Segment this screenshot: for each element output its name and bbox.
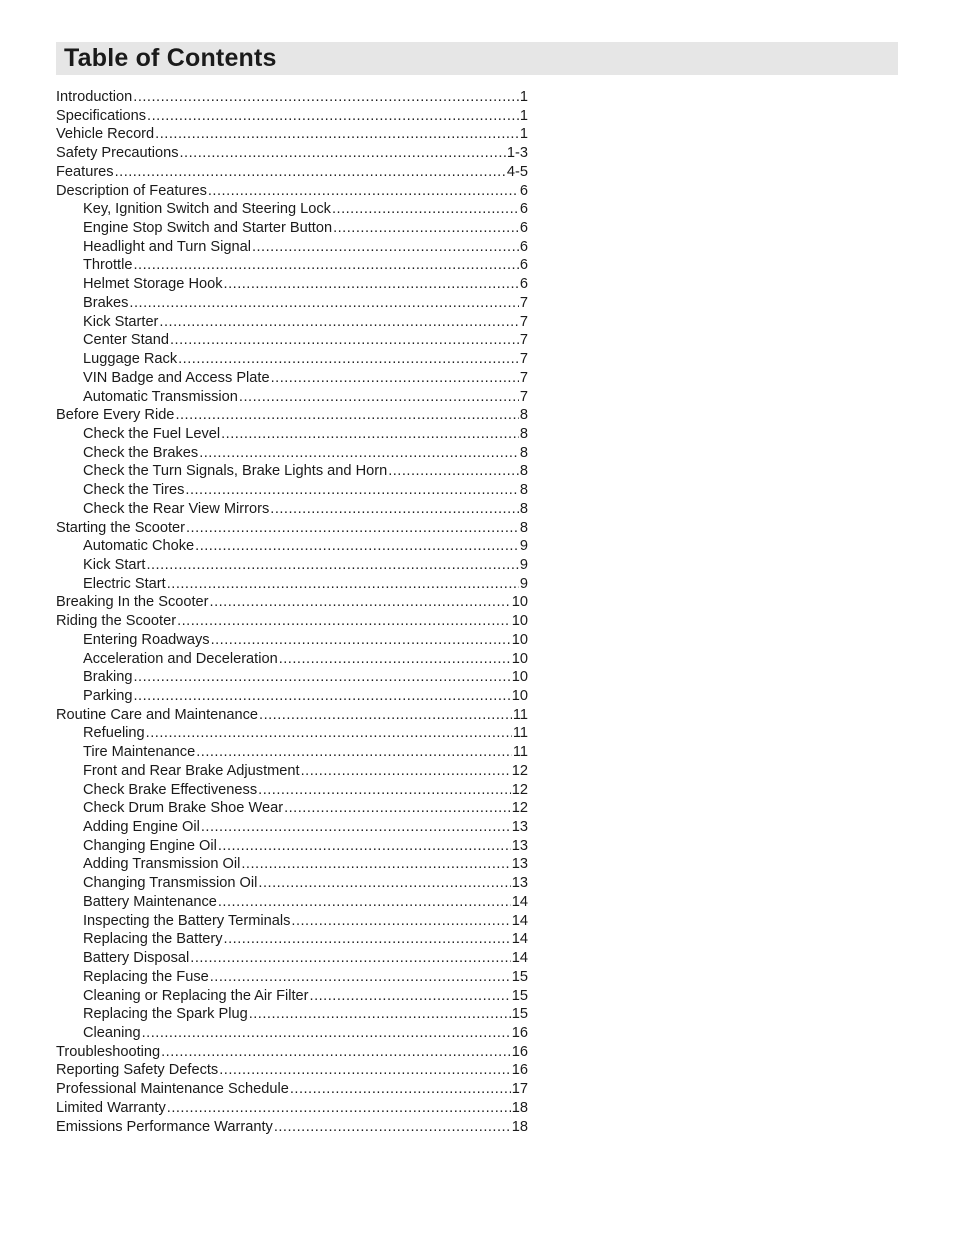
toc-subsection-entry[interactable]	[56, 500, 528, 519]
dot-leader	[290, 1080, 511, 1099]
dot-leader	[129, 294, 518, 313]
toc-subsection-entry[interactable]	[56, 930, 528, 949]
toc-entry-label: Breaking In the Scooter	[56, 594, 209, 611]
dot-leader	[177, 612, 511, 631]
toc-entry-label: Introduction	[56, 89, 133, 105]
toc-entry-page-number: 8	[519, 407, 528, 424]
dot-leader	[252, 238, 519, 257]
toc-section-entry[interactable]	[56, 593, 528, 612]
dot-leader	[241, 855, 510, 874]
toc-subsection-entry[interactable]	[56, 444, 528, 463]
toc-entry-page-number: 16	[511, 1062, 528, 1079]
toc-entry-page-number: 14	[511, 893, 528, 910]
toc-subsection-entry[interactable]	[56, 631, 528, 650]
toc-entry-label: Kick Start	[83, 556, 146, 573]
toc-subsection-entry[interactable]	[56, 575, 528, 594]
dot-leader	[190, 949, 511, 968]
toc-entry-page-number: 12	[511, 781, 528, 798]
toc-entry-page-number: 8	[519, 519, 528, 536]
toc-entry-label: Cleaning or Replacing the Air Filter	[83, 987, 309, 1004]
dot-leader	[270, 500, 519, 519]
dot-leader	[310, 987, 511, 1006]
toc-section-entry[interactable]	[56, 612, 528, 631]
toc-entry-page-number: 1-3	[506, 145, 528, 162]
toc-entry-page-number: 6	[519, 257, 528, 274]
toc-entry-page-number: 9	[519, 575, 528, 592]
toc-subsection-entry[interactable]	[56, 949, 528, 968]
dot-leader	[224, 275, 519, 294]
dot-leader	[239, 388, 519, 407]
toc-entry-label: Throttle	[83, 257, 133, 274]
toc-section-entry[interactable]	[56, 88, 528, 107]
toc-entry-page-number: 8	[519, 500, 528, 517]
toc-subsection-entry[interactable]	[56, 968, 528, 987]
toc-entry-label: Starting the Scooter	[56, 519, 185, 536]
toc-entry-label: Changing Transmission Oil	[83, 875, 258, 892]
toc-section-entry[interactable]	[56, 1118, 528, 1137]
toc-entry-label: Troubleshooting	[56, 1043, 161, 1060]
toc-entry-page-number: 7	[519, 351, 528, 368]
dot-leader	[196, 743, 512, 762]
toc-section-entry[interactable]	[56, 519, 528, 538]
dot-leader	[258, 781, 511, 800]
toc-entry-label: Safety Precautions	[56, 145, 179, 162]
toc-subsection-entry[interactable]	[56, 369, 528, 388]
toc-section-entry[interactable]	[56, 144, 528, 163]
toc-entry-label: Automatic Transmission	[83, 388, 238, 405]
toc-entry-label: Emissions Performance Warranty	[56, 1118, 273, 1135]
dot-leader	[142, 1024, 511, 1043]
toc-subsection-entry[interactable]	[56, 313, 528, 332]
toc-entry-label: Luggage Rack	[83, 351, 178, 368]
dot-leader	[333, 219, 519, 238]
toc-entry-label: Headlight and Turn Signal	[83, 238, 251, 255]
toc-entry-label: Adding Engine Oil	[83, 819, 200, 836]
dot-leader	[185, 481, 518, 500]
toc-entry-label: Specifications	[56, 107, 147, 124]
dot-leader	[133, 668, 510, 687]
toc-entry-page-number: 13	[511, 837, 528, 854]
toc-entry-page-number: 1	[519, 89, 528, 105]
toc-subsection-entry[interactable]	[56, 256, 528, 275]
toc-entry-label: Automatic Choke	[83, 538, 195, 555]
dot-leader	[180, 144, 506, 163]
toc-entry-page-number: 18	[511, 1099, 528, 1116]
dot-leader	[167, 575, 519, 594]
toc-entry-label: Before Every Ride	[56, 407, 175, 424]
toc-subsection-entry[interactable]	[56, 855, 528, 874]
toc-entry-page-number: 15	[511, 1006, 528, 1023]
toc-entry-label: Vehicle Record	[56, 126, 155, 143]
toc-entry-label: Acceleration and Deceleration	[83, 650, 278, 667]
dot-leader	[146, 556, 518, 575]
toc-entry-page-number: 10	[511, 688, 528, 704]
dot-leader	[301, 762, 511, 781]
dot-leader	[186, 519, 519, 538]
toc-subsection-entry[interactable]	[56, 893, 528, 912]
dot-leader	[155, 125, 519, 144]
toc-entry-page-number: 1	[519, 107, 528, 124]
toc-subsection-entry[interactable]	[56, 724, 528, 743]
dot-leader	[249, 1005, 511, 1024]
toc-subsection-entry[interactable]	[56, 219, 528, 238]
toc-subsection-entry[interactable]	[56, 799, 528, 818]
dot-leader	[218, 893, 511, 912]
toc-entry-label: Helmet Storage Hook	[83, 276, 223, 293]
toc-section-entry[interactable]	[56, 163, 528, 182]
dot-leader	[271, 369, 519, 388]
toc-entry-label: Replacing the Fuse	[83, 968, 209, 985]
toc-subsection-entry[interactable]	[56, 1005, 528, 1024]
toc-subsection-entry[interactable]	[56, 350, 528, 369]
dot-leader	[147, 107, 519, 126]
dot-leader	[284, 799, 511, 818]
toc-entry-page-number: 15	[511, 987, 528, 1004]
toc-subsection-entry[interactable]	[56, 556, 528, 575]
toc-subsection-entry[interactable]	[56, 1024, 528, 1043]
toc-entry-page-number: 8	[519, 425, 528, 442]
toc-entry-page-number: 9	[519, 556, 528, 573]
dot-leader	[279, 650, 511, 669]
dot-leader	[388, 462, 519, 481]
toc-subsection-entry[interactable]	[56, 818, 528, 837]
toc-entry-page-number: 6	[519, 182, 528, 199]
toc-entry-page-number: 14	[511, 912, 528, 929]
toc-entry-label: Reporting Safety Defects	[56, 1062, 219, 1079]
dot-leader	[175, 406, 518, 425]
toc-entry-page-number: 10	[511, 613, 528, 630]
toc-subsection-entry[interactable]	[56, 912, 528, 931]
toc-entry-label: Tire Maintenance	[83, 744, 196, 761]
dot-leader	[133, 256, 518, 275]
toc-entry-label: Professional Maintenance Schedule	[56, 1081, 289, 1098]
toc-subsection-entry[interactable]	[56, 762, 528, 781]
toc-entry-label: Check the Turn Signals, Brake Lights and Horn	[83, 463, 388, 480]
toc-entry-page-number: 9	[519, 538, 528, 555]
toc-entry-page-number: 7	[519, 369, 528, 386]
toc-entry-label: Description of Features	[56, 182, 207, 199]
dot-leader	[208, 182, 519, 201]
dot-leader	[258, 874, 510, 893]
dot-leader	[199, 444, 519, 463]
page-title: Table of Contents	[64, 44, 277, 72]
toc-subsection-entry[interactable]	[56, 837, 528, 856]
dot-leader	[201, 818, 511, 837]
toc-entry-label: Key, Ignition Switch and Steering Lock	[83, 201, 331, 218]
dot-leader	[133, 687, 510, 706]
toc-entry-page-number: 4-5	[506, 163, 528, 180]
toc-entry-page-number: 15	[511, 968, 528, 985]
toc-entry-label: Check the Rear View Mirrors	[83, 500, 270, 517]
toc-entry-label: Brakes	[83, 294, 129, 311]
toc-section-entry[interactable]	[56, 182, 528, 201]
title-banner	[56, 42, 898, 75]
toc-entry-label: Replacing the Spark Plug	[83, 1006, 248, 1023]
toc-subsection-entry[interactable]	[56, 294, 528, 313]
toc-entry-page-number: 13	[511, 875, 528, 892]
toc-entry-page-number: 7	[519, 294, 528, 311]
toc-subsection-entry[interactable]	[56, 462, 528, 481]
toc-entry-page-number: 11	[512, 725, 528, 742]
toc-entry-page-number: 10	[511, 669, 528, 686]
toc-subsection-entry[interactable]	[56, 200, 528, 219]
toc-entry-label: Changing Engine Oil	[83, 837, 217, 854]
toc-entry-label: Cleaning	[83, 1024, 141, 1041]
toc-subsection-entry[interactable]	[56, 687, 528, 706]
dot-leader	[159, 313, 518, 332]
toc-subsection-entry[interactable]	[56, 388, 528, 407]
toc-section-entry[interactable]	[56, 107, 528, 126]
dot-leader	[210, 968, 511, 987]
toc-entry-page-number: 14	[511, 950, 528, 967]
toc-entry-page-number: 1	[519, 126, 528, 143]
toc-entry-page-number: 11	[512, 744, 528, 761]
toc-section-entry[interactable]	[56, 1099, 528, 1118]
toc-entry-label: Check Drum Brake Shoe Wear	[83, 800, 284, 817]
toc-entry-label: Battery Disposal	[83, 950, 190, 967]
toc-entry-page-number: 16	[511, 1024, 528, 1041]
dot-leader	[178, 350, 519, 369]
toc-entry-label: Entering Roadways	[83, 631, 210, 648]
toc-entry-page-number: 13	[511, 856, 528, 873]
toc-entry-page-number: 10	[511, 650, 528, 667]
toc-entry-label: Riding the Scooter	[56, 613, 177, 630]
dot-leader	[218, 837, 511, 856]
toc-entry-label: Adding Transmission Oil	[83, 856, 241, 873]
toc-entry-label: VIN Badge and Access Plate	[83, 369, 270, 386]
dot-leader	[167, 1099, 511, 1118]
toc-entry-page-number: 6	[519, 238, 528, 255]
dot-leader	[146, 724, 512, 743]
toc-section-entry[interactable]	[56, 125, 528, 144]
toc-entry-page-number: 6	[519, 276, 528, 293]
toc-entry-label: Battery Maintenance	[83, 893, 217, 910]
toc-subsection-entry[interactable]	[56, 425, 528, 444]
toc-entry-page-number: 10	[511, 631, 528, 648]
toc-subsection-entry[interactable]	[56, 668, 528, 687]
toc-entry-label: Braking	[83, 669, 133, 686]
toc-entry-label: Front and Rear Brake Adjustment	[83, 762, 300, 779]
toc-entry-page-number: 8	[519, 444, 528, 461]
toc-entry-page-number: 8	[519, 482, 528, 499]
dot-leader	[219, 1061, 511, 1080]
toc-entry-page-number: 17	[511, 1081, 528, 1098]
toc-entry-page-number: 10	[511, 594, 528, 611]
dot-leader	[291, 912, 510, 931]
toc-entry-page-number: 14	[511, 931, 528, 948]
toc-entry-label: Features	[56, 163, 114, 180]
dot-leader	[211, 631, 511, 650]
toc-entry-label: Center Stand	[83, 332, 169, 349]
toc-subsection-entry[interactable]	[56, 987, 528, 1006]
toc-entry-label: Refueling	[83, 725, 145, 742]
toc-entry-page-number: 12	[511, 762, 528, 779]
toc-entry-label: Routine Care and Maintenance	[56, 706, 259, 723]
toc-subsection-entry[interactable]	[56, 650, 528, 669]
toc-entry-page-number: 7	[519, 332, 528, 349]
dot-leader	[259, 706, 512, 725]
toc-subsection-entry[interactable]	[56, 537, 528, 556]
toc-section-entry[interactable]	[56, 706, 528, 725]
toc-subsection-entry[interactable]	[56, 781, 528, 800]
toc-entry-page-number: 18	[511, 1118, 528, 1135]
dot-leader	[221, 425, 519, 444]
toc-entry-page-number: 7	[519, 388, 528, 405]
toc-entry-label: Check the Brakes	[83, 444, 199, 461]
dot-leader	[115, 163, 506, 182]
toc-entry-label: Check the Fuel Level	[83, 425, 221, 442]
toc-entry-page-number: 11	[512, 706, 528, 723]
toc-subsection-entry[interactable]	[56, 481, 528, 500]
toc-entry-label: Check the Tires	[83, 482, 185, 499]
toc-entry-page-number: 6	[519, 201, 528, 218]
dot-leader	[161, 1043, 511, 1062]
toc-section-entry[interactable]	[56, 406, 528, 425]
toc-entry-page-number: 8	[519, 463, 528, 480]
toc-entry-label: Replacing the Battery	[83, 931, 223, 948]
toc-entry-page-number: 6	[519, 220, 528, 237]
toc-subsection-entry[interactable]	[56, 275, 528, 294]
toc-entry-label: Kick Starter	[83, 313, 159, 330]
toc-entry-page-number: 16	[511, 1043, 528, 1060]
toc-entry-page-number: 7	[519, 313, 528, 330]
toc-entry-page-number: 13	[511, 819, 528, 836]
toc-subsection-entry[interactable]	[56, 743, 528, 762]
dot-leader	[224, 930, 511, 949]
toc-entry-label: Check Brake Effectiveness	[83, 781, 258, 798]
toc-subsection-entry[interactable]	[56, 874, 528, 893]
toc-entry-label: Engine Stop Switch and Starter Button	[83, 220, 333, 237]
dot-leader	[210, 593, 511, 612]
dot-leader	[133, 88, 519, 107]
toc-section-entry[interactable]	[56, 1043, 528, 1062]
toc-entry-label: Parking	[83, 688, 133, 704]
toc-subsection-entry[interactable]	[56, 331, 528, 350]
dot-leader	[170, 331, 519, 350]
dot-leader	[332, 200, 519, 219]
toc-subsection-entry[interactable]	[56, 238, 528, 257]
dot-leader	[274, 1118, 511, 1137]
toc-entry-label: Inspecting the Battery Terminals	[83, 912, 291, 929]
table-of-contents	[56, 88, 528, 1136]
toc-entry-label: Electric Start	[83, 575, 166, 592]
toc-entry-page-number: 12	[511, 800, 528, 817]
toc-section-entry[interactable]	[56, 1080, 528, 1099]
dot-leader	[195, 537, 519, 556]
toc-section-entry[interactable]	[56, 1061, 528, 1080]
toc-entry-label: Limited Warranty	[56, 1099, 166, 1116]
